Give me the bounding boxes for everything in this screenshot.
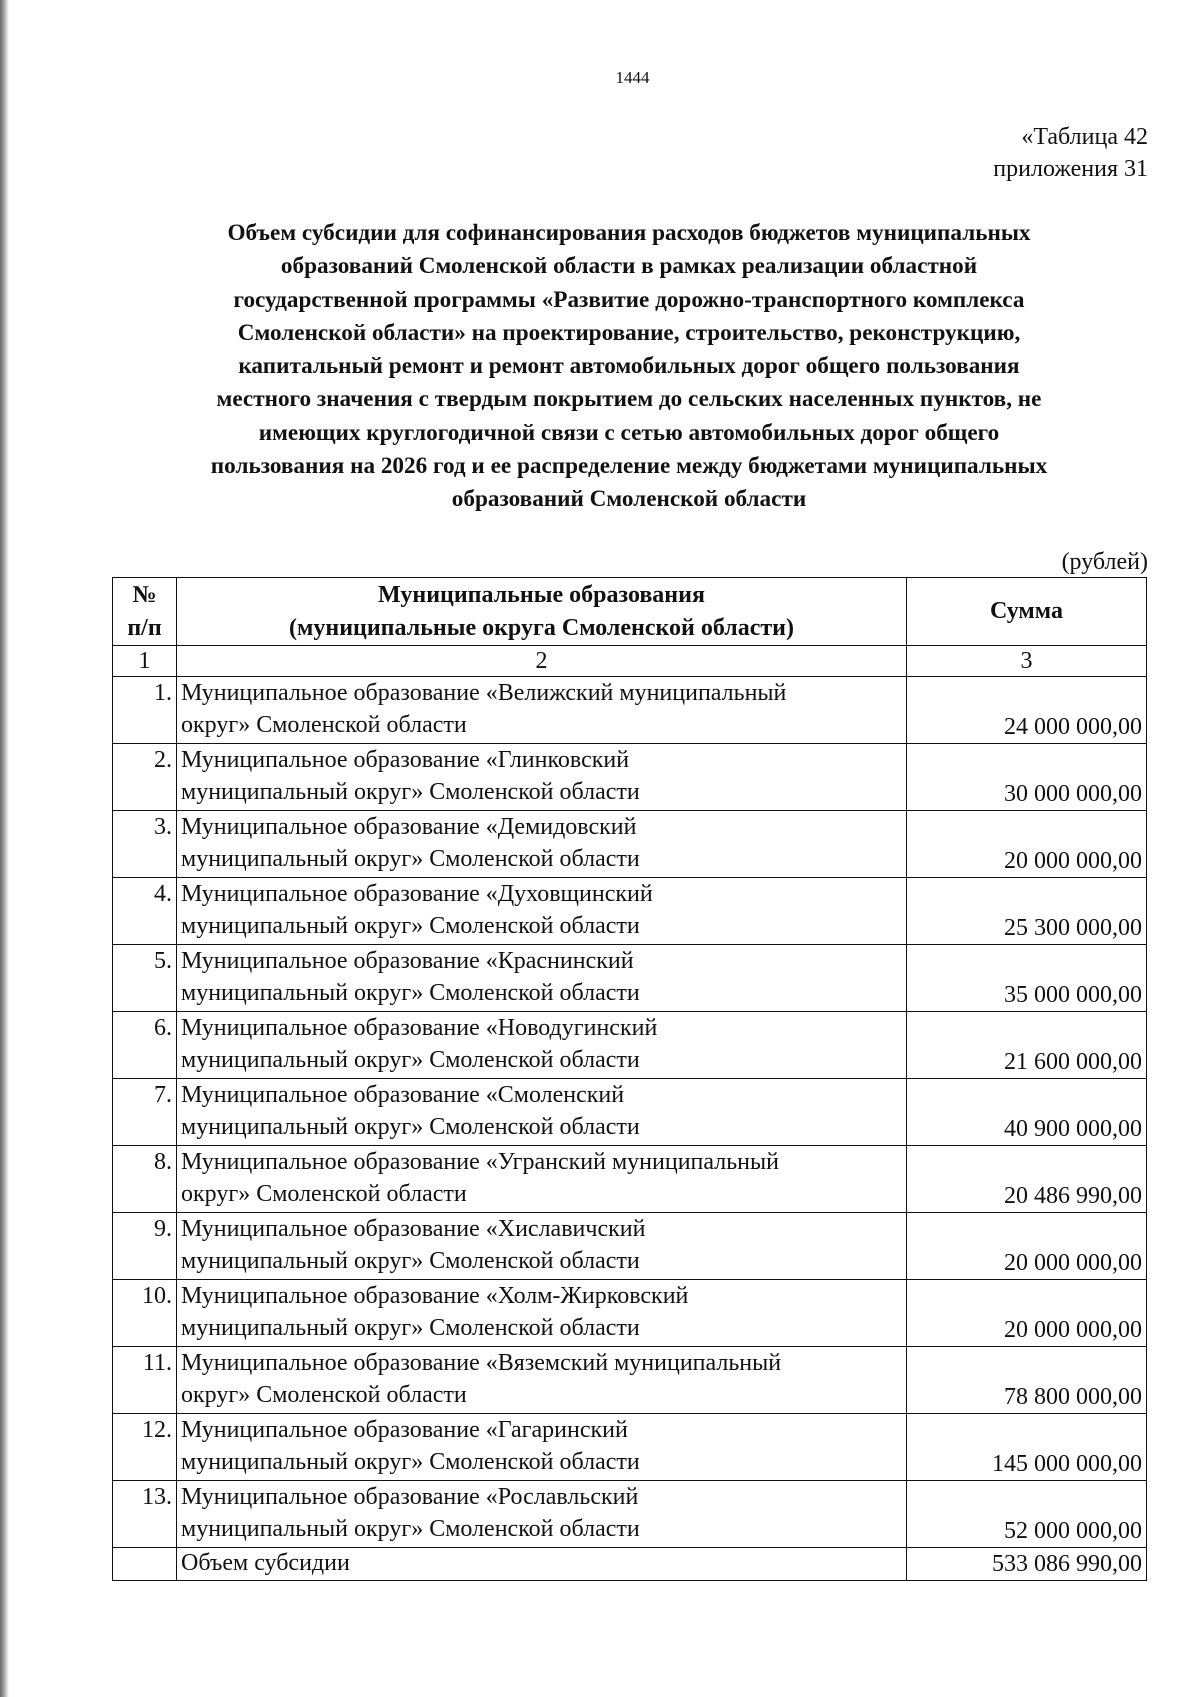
document-title [112,217,1146,517]
scan-edge-shadow [0,0,9,1697]
municipality-name [177,1146,907,1213]
table-row [113,1012,1147,1079]
subsidy-table [112,577,1147,1581]
header-municipality [177,578,907,646]
table-header-row [113,578,1147,646]
name-line: округ» Смоленской области [181,1181,467,1207]
table-row [113,744,1147,811]
name-line: Муниципальное образование «Рославльский [181,1484,639,1510]
header-number [113,578,177,646]
column-number-row [113,646,1147,677]
title-line: Смоленской области» на проектирование, строительство, реконструкцию, [237,319,1021,346]
title-line: капитальный ремонт и ремонт автомобильных дорог общего пользования [238,353,1020,380]
units-label: (рублей) [1061,549,1148,575]
municipality-name [177,1414,907,1481]
row-number: 13. [113,1481,177,1548]
name-line: муниципальный округ» Смоленской области [181,1047,640,1073]
name-line: муниципальный округ» Смоленской области [181,1114,640,1140]
name-line: муниципальный округ» Смоленской области [181,980,640,1006]
municipality-name [177,1079,907,1146]
row-number: 7. [113,1079,177,1146]
municipality-name [177,744,907,811]
table-row [113,811,1147,878]
municipality-name [177,1012,907,1079]
row-sum: 20 000 000,00 [907,1213,1147,1280]
header-sum: Сумма [907,578,1147,646]
row-number: 2. [113,744,177,811]
page-number: 1444 [615,68,650,87]
name-line: округ» Смоленской области [181,712,467,738]
title-line: образований Смоленской области [451,486,807,513]
name-line: Муниципальное образование «Демидовский [181,814,637,840]
municipality-name [177,1213,907,1280]
column-number: 3 [907,646,1147,677]
row-sum: 24 000 000,00 [907,677,1147,744]
total-number-cell [113,1548,177,1581]
total-row [113,1548,1147,1581]
row-sum: 21 600 000,00 [907,1012,1147,1079]
row-sum: 52 000 000,00 [907,1481,1147,1548]
table-row [113,1280,1147,1347]
name-line: Муниципальное образование «Велижский муниципальный [181,680,787,706]
name-line: Муниципальное образование «Холм-Жирковский [181,1283,689,1309]
row-number: 11. [113,1347,177,1414]
title-line: имеющих круглогодичной связи с сетью автомобильных дорог общего [258,419,1000,446]
row-number: 9. [113,1213,177,1280]
total-sum: 533 086 990,00 [907,1548,1147,1581]
row-number: 3. [113,811,177,878]
table-row [113,945,1147,1012]
name-line: Муниципальное образование «Угранский муниципальный [181,1149,779,1175]
row-sum: 78 800 000,00 [907,1347,1147,1414]
row-number: 1. [113,677,177,744]
municipality-name [177,1481,907,1548]
name-line: муниципальный округ» Смоленской области [181,779,640,805]
table-row [113,1414,1147,1481]
table-reference-line-2: приложения 31 [993,156,1148,182]
municipality-name [177,1280,907,1347]
name-line: муниципальный округ» Смоленской области [181,913,640,939]
name-line: муниципальный округ» Смоленской области [181,846,640,872]
name-line: Муниципальное образование «Гагаринский [181,1417,628,1443]
row-number: 8. [113,1146,177,1213]
title-line: государственной программы «Развитие дорожно-транспортного комплекса [233,286,1025,313]
name-line: Муниципальное образование «Краснинский [181,948,634,974]
name-line: Муниципальное образование «Вяземский муниципальный [181,1350,782,1376]
table-reference [993,121,1148,185]
total-label: Объем субсидии [177,1548,907,1581]
table-reference-line-1: «Таблица 42 [1021,124,1148,150]
name-line: Муниципальное образование «Хиславичский [181,1216,646,1242]
table-row [113,1347,1147,1414]
name-line: Муниципальное образование «Глинковский [181,747,630,773]
table-row [113,1146,1147,1213]
name-line: муниципальный округ» Смоленской области [181,1449,640,1475]
row-sum: 20 000 000,00 [907,1280,1147,1347]
municipality-name [177,1347,907,1414]
header-municipality-line-2: (муниципальные округа Смоленской области) [289,614,794,641]
header-number-line-1: № [132,581,157,608]
header-number-line-2: п/п [127,614,162,641]
municipality-name [177,878,907,945]
row-number: 6. [113,1012,177,1079]
row-number: 4. [113,878,177,945]
row-sum: 20 000 000,00 [907,811,1147,878]
municipality-name [177,945,907,1012]
column-number: 2 [177,646,907,677]
table-row [113,677,1147,744]
name-line: Муниципальное образование «Новодугинский [181,1015,658,1041]
title-line: пользования на 2026 год и ее распределение между бюджетами муниципальных [210,453,1048,480]
row-sum: 145 000 000,00 [907,1414,1147,1481]
row-sum: 25 300 000,00 [907,878,1147,945]
municipality-name [177,677,907,744]
title-line: Объем субсидии для софинансирования расходов бюджетов муниципальных [227,220,1031,246]
name-line: Муниципальное образование «Смоленский [181,1082,625,1108]
title-line: образований Смоленской области в рамках реализации областной [280,253,978,280]
municipality-name [177,811,907,878]
row-number: 5. [113,945,177,1012]
name-line: муниципальный округ» Смоленской области [181,1516,640,1542]
title-line: местного значения с твердым покрытием до сельских населенных пунктов, не [216,386,1042,413]
name-line: муниципальный округ» Смоленской области [181,1315,640,1341]
row-sum: 35 000 000,00 [907,945,1147,1012]
table-row [113,1481,1147,1548]
table-row [113,878,1147,945]
table-row [113,1079,1147,1146]
row-sum: 40 900 000,00 [907,1079,1147,1146]
table-row [113,1213,1147,1280]
name-line: муниципальный округ» Смоленской области [181,1248,640,1274]
row-number: 10. [113,1280,177,1347]
row-sum: 20 486 990,00 [907,1146,1147,1213]
column-number: 1 [113,646,177,677]
name-line: округ» Смоленской области [181,1382,467,1408]
row-sum: 30 000 000,00 [907,744,1147,811]
row-number: 12. [113,1414,177,1481]
name-line: Муниципальное образование «Духовщинский [181,881,653,907]
header-municipality-line-1: Муниципальные образования [378,581,705,608]
